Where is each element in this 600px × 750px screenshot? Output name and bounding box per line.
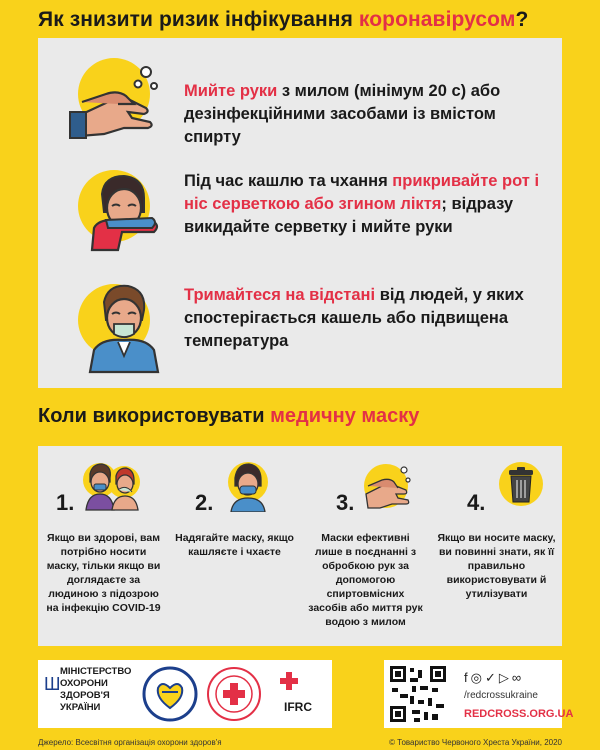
copyright-text: © Товариство Червоного Хреста України, 2020 [389,738,562,747]
tip-body: від людей, у яких спостерігається кашель або підвищена температура [184,286,524,350]
keep-distance-icon [68,280,168,376]
mask-step-2 [169,446,300,646]
ministry-of-health-logo: МІНІСТЕРСТВО ОХОРОНИ ЗДОРОВ'Я УКРАЇНИ [60,666,132,713]
tip-intro: Під час кашлю та чхання [184,172,393,190]
partner-logos [38,660,332,728]
facebook-icon[interactable]: f [464,670,471,685]
hand-washing-icon [362,460,414,512]
tip-text [184,170,544,239]
main-title-highlight: коронавірусом [358,8,516,31]
twitter-icon[interactable]: ✓ [484,670,499,685]
hand-washing-icon [68,54,168,150]
cough-into-elbow-icon [68,166,168,262]
step-text: Надягайте маску, якщо кашляєте і чхаєте [175,532,294,558]
main-title [38,8,578,32]
step-number: 2. [195,490,214,515]
ifrc-cross-crescent-icon [280,670,320,694]
mask-title-highlight: медичну маску [270,405,420,427]
tip-text [184,80,544,149]
social-icons [464,670,524,686]
tip-highlight: прикривайте рот і ніс серветкою або згином ліктя [184,172,540,213]
instagram-icon[interactable]: ◎ [470,670,485,685]
tip-body: з милом (мінімум 20 с) або дезінфекційними засобами із вмістом спирту [184,82,501,146]
red-cross-ukraine-emblem-icon [206,666,262,722]
contact-block [384,660,574,728]
source-text: Джерело: Всесвітня організація охорони здоров'я [38,738,222,747]
mask-step-3 [300,446,431,646]
ifrc-logo-text: IFRC [284,700,312,714]
step-number: 4. [467,490,486,515]
source-credits [38,738,562,747]
tip-keep-distance [38,284,562,384]
tip-cover-cough [38,170,562,270]
step-number: 3. [336,490,355,515]
step-text: Якщо ви здорові, вам потрібно носити маску, тільки якщо ви доглядаєте за людиною з підозрою на інфекцію COVID-19 [46,532,161,614]
trident-icon: Ш [44,674,61,694]
social-handle[interactable]: /redcrossukraine [464,690,538,701]
people-with-masks-icon [82,460,142,512]
step-text: Якщо ви носите маску, ви повинні знати, як її правильно використовувати й утилізувати [437,532,556,600]
mask-section-title [38,405,578,428]
qr-code-icon [388,664,448,724]
website-link[interactable]: REDCROSS.ORG.UA [464,708,574,720]
person-with-mask-icon [225,460,271,512]
tip-highlight: Тримайтеся на відстані [184,286,376,304]
prevention-tips-panel [38,38,562,388]
tip-wash-hands [38,58,562,158]
flickr-icon[interactable]: ∞ [511,670,525,685]
mask-title-prefix: Коли використовувати [38,405,271,427]
mask-steps-panel [38,446,562,646]
tip-body: ; відразу викидайте серветку і мийте руки [184,195,514,236]
mask-step-4 [431,446,562,646]
main-title-suffix: ? [515,8,529,31]
trash-bin-icon [493,460,545,512]
tip-text [184,284,544,353]
step-text: Маски ефективні лише в поєднанні з обробкою рук за допомогою спиртовмісних засобів або миття рук водою з милом [308,532,423,628]
mask-step-1 [38,446,169,646]
step-number: 1. [56,490,75,515]
ukrainian-medical-emblem-icon [142,666,198,722]
tip-highlight: Мийте руки [184,82,278,100]
main-title-prefix: Як знизити ризик інфікування [38,8,359,31]
youtube-icon[interactable]: ▷ [498,670,512,685]
